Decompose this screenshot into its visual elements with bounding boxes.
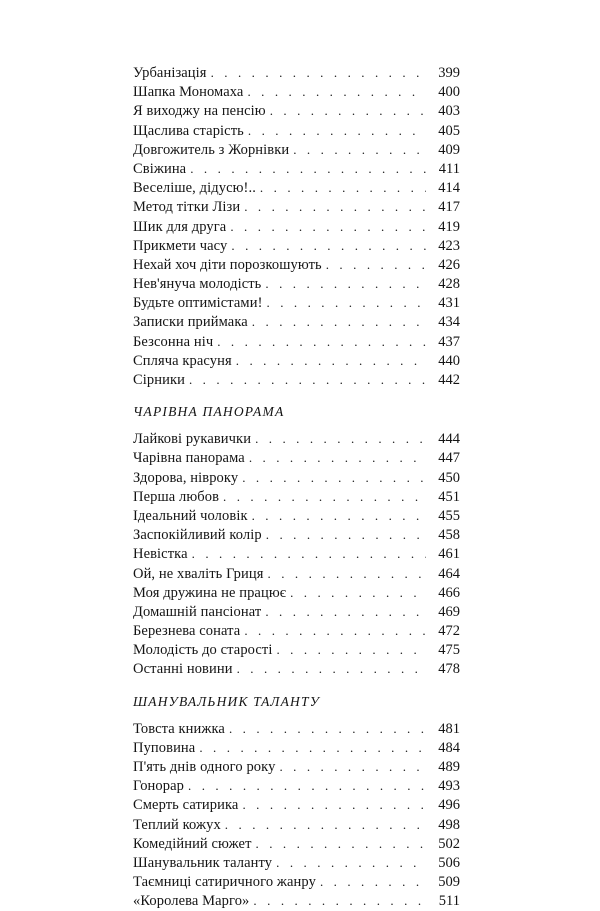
dot-leader [252,312,426,331]
toc-entry[interactable] [133,63,460,82]
toc-entry[interactable] [133,738,460,757]
entry-page-number: 409 [438,141,460,158]
entry-title: Будьте оптимістами! [133,295,263,312]
entry-page-number: 419 [438,218,460,235]
entry-title: Веселіше, дідусю!.. [133,180,256,197]
entry-page-number: 417 [438,199,460,216]
dot-leader [229,719,426,738]
dot-leader [268,564,426,583]
dot-leader [276,853,426,872]
toc-entry[interactable] [133,217,460,236]
entry-title: Щаслива старість [133,122,244,139]
dot-leader [253,891,426,910]
dot-leader [320,872,426,891]
dot-leader [270,101,426,120]
toc-entry[interactable] [133,602,460,621]
entry-title: Пуповина [133,739,196,756]
dot-leader [188,776,426,795]
entry-page-number: 428 [438,276,460,293]
toc-entry[interactable] [133,506,460,525]
toc-entry[interactable] [133,659,460,678]
toc-entry[interactable] [133,487,460,506]
entry-page-number: 458 [438,527,460,544]
entry-page-number: 399 [438,65,460,81]
dot-leader [293,140,426,159]
entry-page-number: 511 [438,893,460,910]
entry-page-number: 411 [438,160,460,177]
entry-page-number: 509 [438,874,460,891]
entry-title: Молодість до старості [133,642,273,659]
section-spacer [133,389,460,395]
toc-entry[interactable] [133,429,460,448]
entry-title: П'ять днів одного року [133,759,276,775]
dot-leader [256,834,426,853]
toc-entry[interactable] [133,757,460,776]
entry-title: Прикмети часу [133,237,228,254]
entry-title: Заспокійливий колір [133,527,262,544]
entry-title: Сірники [133,372,185,388]
entry-title: Нехай хоч діти порозкошують [133,256,322,273]
entry-title: Ідеальний чоловік [133,507,248,524]
section-heading: ШАНУВАЛЬНИК ТАЛАНТУ [133,693,320,709]
dot-leader [266,525,426,544]
toc-entry[interactable] [133,332,460,351]
entry-page-number: 447 [438,450,460,467]
dot-leader [190,159,426,178]
toc-entry[interactable] [133,140,460,159]
toc-entry[interactable] [133,159,460,178]
entry-title: Останні новини [133,661,233,678]
toc-entry[interactable] [133,370,460,389]
entry-title: Свіжина [133,160,187,177]
entry-title: Записки приймака [133,314,248,331]
entry-title: Лайкові рукавички [133,431,252,448]
entry-title: Здорова, нівроку [133,469,239,486]
toc-entry[interactable] [133,872,460,891]
entry-title: Шанувальник таланту [133,854,273,871]
toc-entry[interactable] [133,101,460,120]
dot-leader [223,487,426,506]
entry-page-number: 478 [438,661,460,678]
dot-leader [237,659,426,678]
dot-leader [260,178,426,197]
entry-page-number: 493 [438,778,460,795]
dot-leader [244,197,426,216]
entry-page-number: 455 [438,507,460,524]
toc-entry[interactable] [133,795,460,814]
toc-entry[interactable] [133,621,460,640]
entry-title: Нев'януча молодість [133,276,262,293]
entry-page-number: 464 [438,565,460,582]
entry-page-number: 502 [438,835,460,852]
toc-entry[interactable] [133,853,460,872]
toc-entry[interactable] [133,834,460,853]
entry-page-number: 496 [438,797,460,814]
entry-page-number: 461 [438,546,460,563]
toc-entry[interactable] [133,544,460,563]
entry-page-number: 469 [438,603,460,620]
toc-entry[interactable] [133,351,460,370]
toc-entry[interactable] [133,197,460,216]
toc-entry[interactable] [133,776,460,795]
toc-entry[interactable] [133,121,460,140]
entry-title: Чарівна панорама [133,450,245,467]
entry-title: Перша любов [133,488,220,505]
dot-leader [244,621,426,640]
entry-page-number: 423 [438,237,460,254]
entry-page-number: 498 [438,816,460,833]
entry-page-number: 440 [438,352,460,369]
toc-entry[interactable] [133,815,460,834]
dot-leader [326,255,426,274]
entry-title: Комедійний сюжет [133,835,252,852]
entry-page-number: 484 [438,739,460,756]
entry-title: Моя дружина не працює [133,584,287,601]
toc-entry[interactable] [133,468,460,487]
entry-page-number: 434 [438,314,460,331]
table-of-contents [133,63,460,911]
entry-page-number: 426 [438,256,460,273]
toc-entry[interactable] [133,293,460,312]
entry-title: Таємниці сатиричного жанру [133,874,316,891]
entry-page-number: 451 [438,488,460,505]
entry-title: Безсонна ніч [133,333,214,350]
dot-leader [230,217,426,236]
entry-page-number: 475 [438,642,460,659]
entry-title: Смерть сатирика [133,797,239,814]
toc-entry[interactable] [133,719,460,738]
entry-page-number: 481 [438,720,460,737]
entry-title: Спляча красуня [133,352,232,369]
entry-title: Шик для друга [133,218,227,235]
entry-page-number: 437 [438,333,460,350]
entry-title: «Королева Марго» [133,893,250,910]
toc-entry[interactable] [133,525,460,544]
entry-page-number: 506 [438,854,460,871]
toc-entry[interactable] [133,564,460,583]
dot-leader [225,815,426,834]
entry-title: Довгожитель з Жорнівки [133,141,290,158]
dot-leader [279,757,426,776]
entry-title: Метод тітки Лізи [133,199,241,216]
dot-leader [189,370,426,389]
entry-page-number: 450 [438,469,460,486]
toc-entry[interactable] [133,312,460,331]
dot-leader [265,274,426,293]
dot-leader [290,583,426,602]
toc-entry[interactable] [133,448,460,467]
entry-page-number: 442 [438,372,460,388]
section-heading: ЧАРІВНА ПАНОРАМА [133,404,285,420]
dot-leader [242,795,426,814]
dot-leader [252,506,426,525]
section-spacer [133,679,460,685]
toc-entry[interactable] [133,236,460,255]
dot-leader [276,640,426,659]
dot-leader [199,738,426,757]
dot-leader [192,544,426,563]
entry-page-number: 472 [438,623,460,640]
toc-entry[interactable] [133,891,460,910]
entry-title: Домашній пансіонат [133,603,262,620]
dot-leader [247,82,426,101]
entry-page-number: 431 [438,295,460,312]
dot-leader [236,351,426,370]
entry-page-number: 466 [438,584,460,601]
dot-leader [231,236,426,255]
toc-entry[interactable] [133,640,460,659]
entry-title: Невістка [133,546,188,563]
dot-leader [242,468,426,487]
toc-entry[interactable] [133,255,460,274]
entry-title: Шапка Мономаха [133,84,244,101]
entry-title: Теплий кожух [133,816,221,833]
entry-page-number: 444 [438,431,460,448]
dot-leader [249,448,426,467]
dot-leader [255,429,426,448]
dot-leader [248,121,426,140]
toc-entry[interactable] [133,178,460,197]
entry-title: Ой, не хваліть Гриця [133,565,264,582]
entry-page-number: 400 [438,84,460,101]
toc-entry[interactable] [133,583,460,602]
entry-title: Товста книжка [133,720,225,737]
toc-entry[interactable] [133,274,460,293]
entry-page-number: 403 [438,103,460,120]
entry-title: Урбанізація [133,65,207,81]
toc-entry[interactable] [133,82,460,101]
entry-page-number: 414 [438,180,460,197]
dot-leader [217,332,426,351]
entry-page-number: 489 [438,759,460,775]
entry-title: Гонорар [133,778,185,795]
dot-leader [267,293,427,312]
entry-title: Я виходжу на пенсію [133,103,266,120]
entry-title: Березнева соната [133,623,241,640]
dot-leader [265,602,426,621]
entry-page-number: 405 [438,122,460,139]
dot-leader [211,63,426,82]
